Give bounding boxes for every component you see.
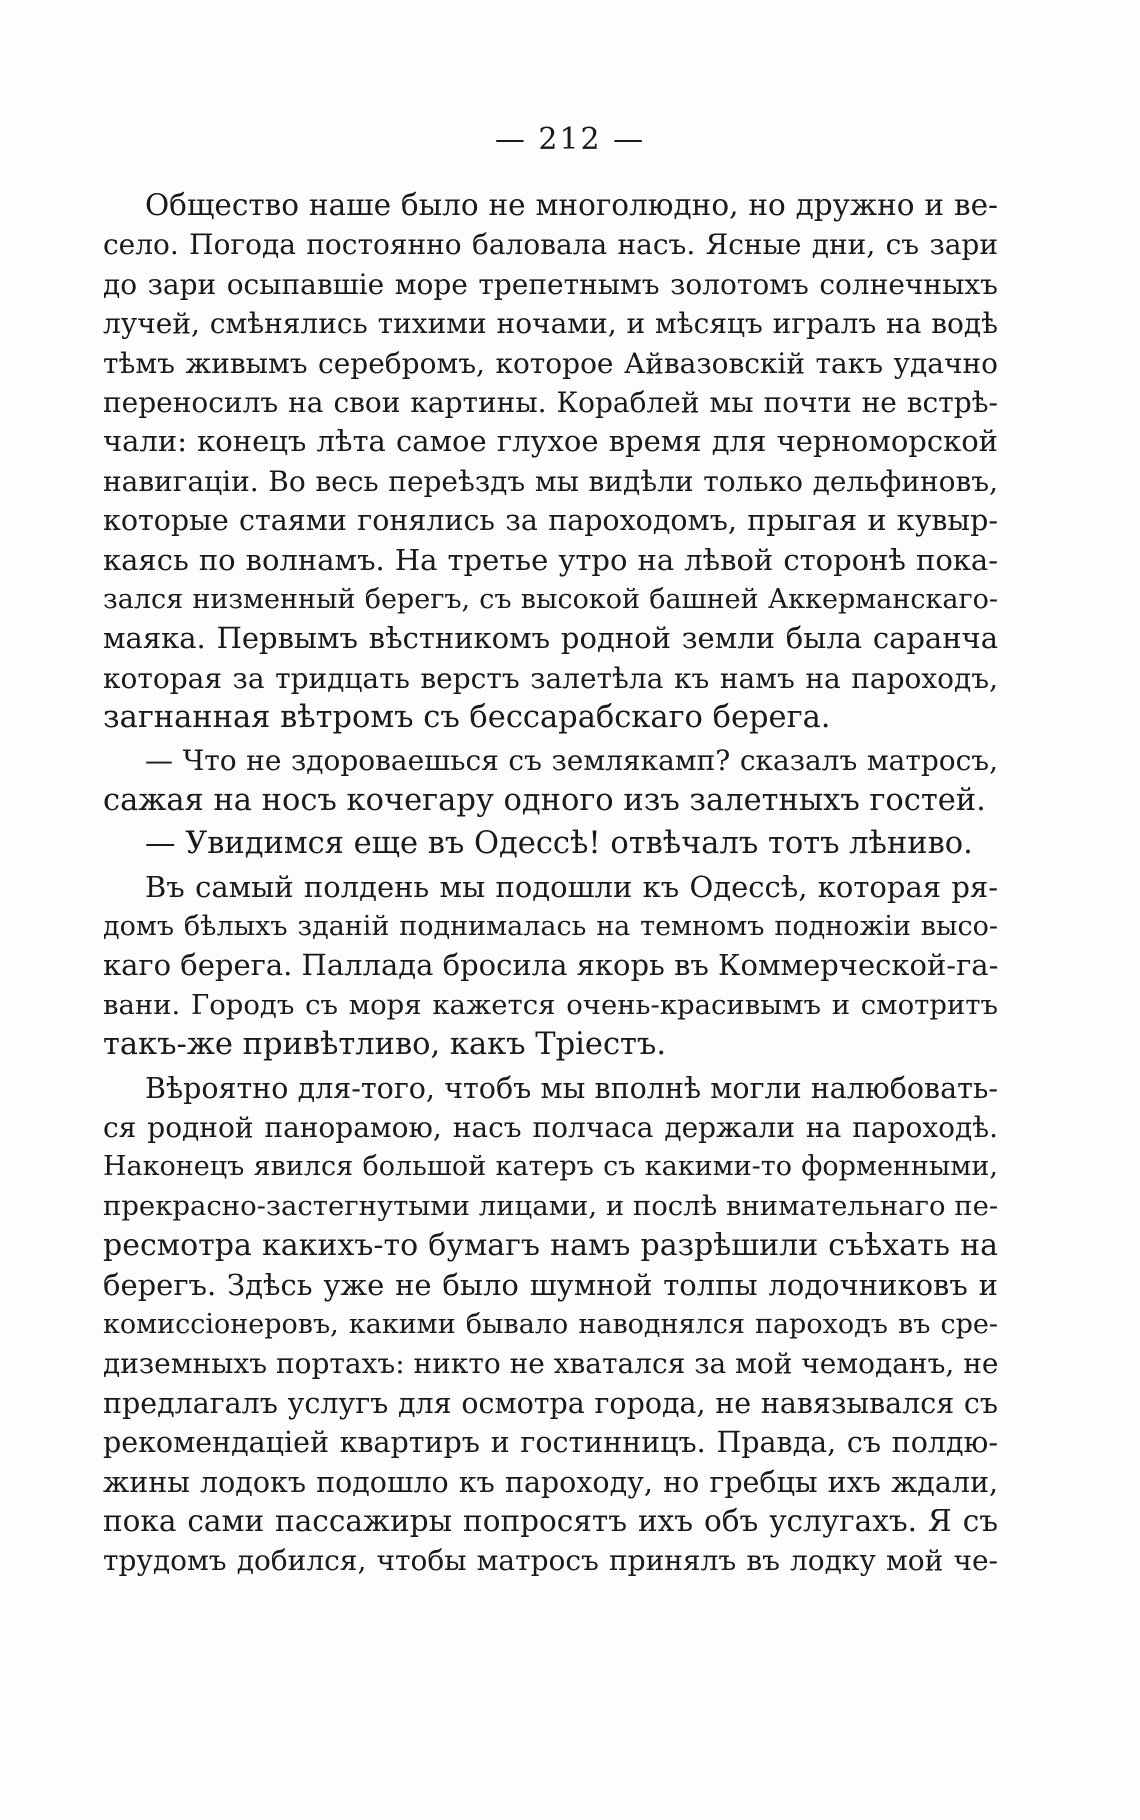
text-line: берегъ. Здѣсь уже не было шумной толпы лодочниковъ и [103,1267,998,1302]
text-line: — Что не здороваешься съ землякамп? сказалъ матросъ, [145,744,998,778]
text-line: такъ-же привѣтливо, какъ Тріестъ. [103,1027,667,1063]
text-line: загнанная вѣтромъ съ бессарабскаго берега. [103,700,831,736]
text-line: тѣмъ живымъ серебромъ, которое Айвазовскій такъ удачно [103,346,998,380]
text-line: Въ самый полдень мы подошли къ Одессѣ, которая ря- [145,869,998,904]
text-line: прекрасно-застегнутыми лицами, и послѣ внимательнаго пе- [103,1189,998,1222]
text-line: пока сами пассажиры попросятъ ихъ объ услугахъ. Я съ [103,1503,998,1538]
text-line: рекомендаціей квартиръ и гостинницъ. Правда, съ полдю- [103,1426,998,1460]
text-line: зался низменный берегъ, съ высокой башней Аккерманскаго- [103,583,998,615]
text-line: которые стаями гонялись за пароходомъ, прыгая и кувыр- [103,504,998,538]
text-line: вани. Городъ съ моря кажется очень-красивымъ и смотритъ [103,988,998,1021]
text-line: ся родной панорамою, насъ полчаса держали на пароходѣ. [103,1110,998,1144]
paragraph-3 [103,824,998,863]
text-line: лучей, смѣнялись тихими ночами, и мѣсяцъ игралъ на водѣ [103,307,998,341]
text-line: Наконецъ явился большой катеръ съ какими-то форменными, [103,1151,998,1183]
text-line: село. Погода постоянно баловала насъ. Ясные дни, съ зари [103,228,998,262]
text-line: навигаціи. Во весь переѣздъ мы видѣли только дельфиновъ, [103,464,998,498]
text-line: сажая на носъ кочегару одного изъ залетныхъ гостей. [103,782,986,818]
text-line: каго берега. Паллада бросила якорь въ Коммерческой-га- [103,948,998,983]
text-line: трудомъ добился, чтобы матросъ принялъ въ лодку мой че- [103,1544,998,1578]
paragraph-5 [103,1069,998,1581]
page-number: — 212 — [494,122,646,157]
text-line: Вѣроятно для-того, чтобъ мы вполнѣ могли налюбовать- [145,1071,998,1105]
paragraph-2 [103,741,998,820]
text-line: домъ бѣлыхъ зданій поднималась на темномъ подножіи высо- [103,911,998,943]
text-line: жины лодокъ подошло къ пароходу, но гребцы ихъ ждали, [103,1465,998,1499]
text-body [103,186,998,1581]
text-line: переносилъ на свои картины. Кораблей мы почти не встрѣ- [103,385,998,419]
text-line: предлагалъ услугъ для осмотра города, не навязывался съ [103,1386,998,1420]
text-line: ресмотра какихъ-то бумагъ намъ разрѣшили съѣхать на [103,1228,998,1264]
text-line: которая за тридцать верстъ залетѣла къ намъ на пароходъ, [103,661,998,695]
text-line: до зари осыпавшіе море трепетнымъ золотомъ солнечныхъ [103,267,998,301]
text-line: каясь по волнамъ. На третье утро на лѣвой сторонѣ пока- [103,542,998,577]
text-line: — Увидимся еще въ Одессѣ! отвѣчалъ тотъ лѣниво. [145,826,973,862]
text-line: Общество наше было не многолюдно, но дружно и ве- [145,188,998,222]
text-line: маяка. Первымъ вѣстникомъ родной земли была саранча [103,621,998,656]
text-line: чали: конецъ лѣта самое глухое время для черноморской [103,424,998,459]
paragraph-4 [103,868,998,1065]
text-line: диземныхъ портахъ: никто не хватался за мой чемоданъ, не [103,1347,998,1381]
text-line: комиссіонеровъ, какими бывало наводнялся пароходъ въ сре- [103,1308,998,1340]
paragraph-1 [103,186,998,737]
